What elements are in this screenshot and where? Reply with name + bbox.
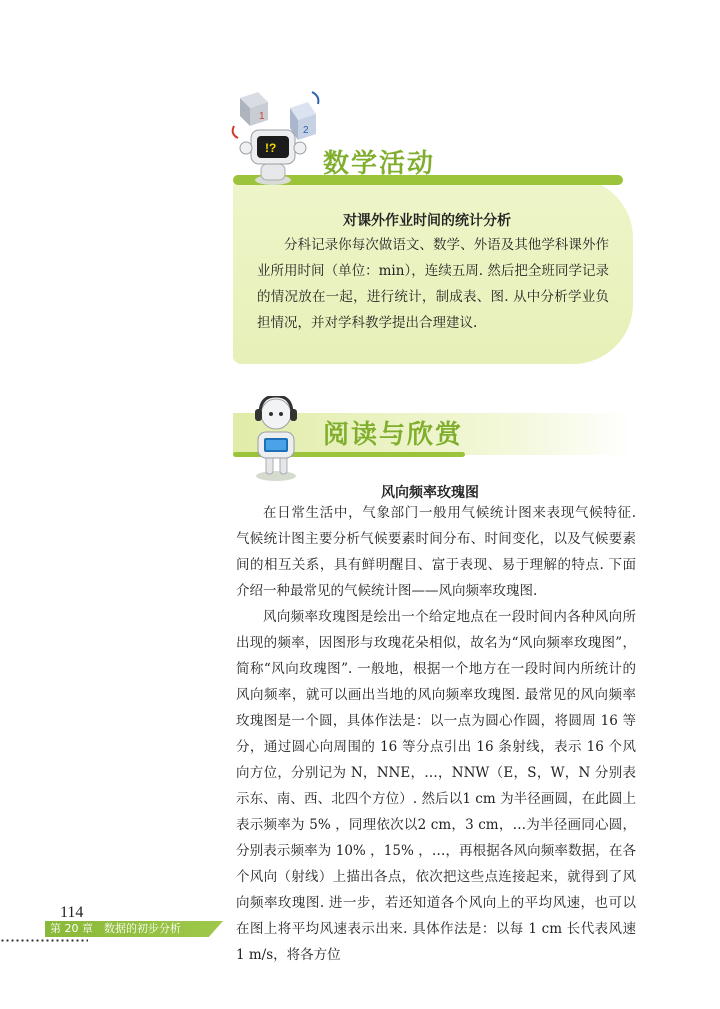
activity-heading: 数学活动 bbox=[323, 149, 436, 179]
chapter-title: 第 20 章 数据的初步分析 bbox=[50, 922, 181, 935]
cube-two-label: 2 bbox=[303, 125, 309, 136]
reading-paragraph-1: 在日常生活中，气象部门一般用气候统计图来表现气候特征. 气候统计图主要分析气候要素时间分布、时间变化，以及气候要素间的相互关系，具有鲜明醒目、富于表现、易于理解的特点. 下面介绍一种最常见的气候统计图——风向频率玫瑰图. bbox=[236, 505, 636, 599]
reading-heading: 阅读与欣赏 bbox=[323, 420, 464, 450]
reading-body-block bbox=[236, 500, 636, 968]
cube-one-label: 1 bbox=[259, 111, 265, 122]
activity-subheading: 对课外作业时间的统计分析 bbox=[343, 213, 511, 229]
activity-body-block bbox=[257, 232, 609, 336]
reading-subheading: 风向频率玫瑰图 bbox=[381, 485, 479, 501]
activity-body: 分科记录你每次做语文、数学、外语及其他学科课外作业所用时间（单位：min），连续五周. 然后把全班同学记录的情况放在一起，进行统计，制成表、图. 从中分析学业负担情况，并对学科教学提出合理建议. bbox=[257, 237, 609, 331]
robot-mascot-icon bbox=[237, 126, 309, 186]
dotted-rule bbox=[0, 939, 88, 942]
page-number: 114 bbox=[60, 904, 84, 921]
robot-screen-text: !? bbox=[265, 141, 277, 155]
reading-paragraph-2: 风向频率玫瑰图是绘出一个给定地点在一段时间内各种风向所出现的频率，因图形与玫瑰花朵相似，故名为“风向频率玫瑰图”，简称“风向玫瑰图”. 一般地，根据一个地方在一段时间内所统计的风向频率，就可以画出当地的风向频率玫瑰图. 最常见的风向频率玫瑰图是一个圆，具体作法是：以一点为圆心作圆，将圆周 16 等分，通过圆心向周围的 16 等分点引出 16 条射线，表示 16 个风向方位，分别记为 N，NNE，…，NNW（E，S，W，N 分别表示东、南、西、北四个方位）. 然后以1 cm 为半径画圆，在此圆上表示频率为 5% ，同理依次以2 cm，3 cm，…为半径画同心圆，分别表示频率为 10% ，15% ，…，再根据各风向频率数据，在各个风向（射线）上描出各点，依次把这些点连接起来，就得到了风向频率玫瑰图. 进一步，若还知道各个风向上的平均风速，也可以在图上将平均风速表示出来. 具体作法是：以每 1 cm 长代表风速 1 m/s，将各方位 bbox=[236, 609, 636, 963]
cube-one-icon bbox=[240, 92, 268, 126]
reading-mascot-icon bbox=[240, 396, 312, 482]
